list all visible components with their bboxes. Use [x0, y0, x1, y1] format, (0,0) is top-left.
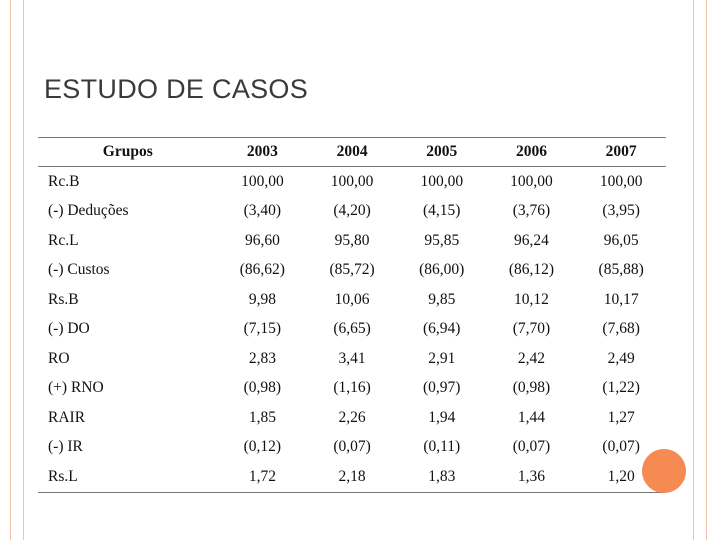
slide-title: ESTUDO DE CASOS [44, 74, 309, 104]
table-cell: 9,98 [248, 290, 276, 308]
table-cell: 100,00 [510, 172, 553, 190]
row-label: RO [48, 349, 70, 367]
right-frame-decoration [693, 0, 707, 540]
row-label: (+) RNO [48, 379, 104, 397]
table-cell: 1,83 [397, 462, 487, 492]
table-cell: 95,85 [424, 231, 460, 249]
table-cell: 1,85 [248, 408, 276, 426]
table-cell: (4,15) [423, 202, 461, 220]
table-cell: 10,12 [514, 290, 549, 308]
table-cell: 1,44 [517, 408, 545, 426]
header-groups: Grupos [38, 138, 218, 167]
table-row [38, 403, 666, 433]
table-cell: 10,06 [334, 290, 370, 308]
table-row [38, 433, 666, 463]
table-cell: (85,72) [329, 261, 375, 279]
table-cell: (0,07) [512, 438, 551, 456]
table-cell: 100,00 [330, 172, 374, 190]
table-cell: (7,15) [243, 320, 282, 338]
table-cell: (0,98) [243, 379, 282, 397]
table-cell: (1,16) [333, 379, 371, 397]
table-cell: 2,18 [307, 462, 397, 492]
table-cell: (0,11) [423, 438, 461, 456]
table-row [38, 167, 666, 197]
table-cell: (7,68) [602, 320, 640, 338]
row-label: Rs.B [48, 290, 79, 308]
orange-circle-decoration [642, 449, 686, 493]
row-label: (-) DO [48, 320, 90, 338]
table-cell: (4,20) [333, 202, 371, 220]
row-label: (-) Custos [48, 261, 110, 279]
table-cell: (86,00) [419, 261, 465, 279]
row-label: Rc.B [48, 172, 80, 190]
table-cell: (3,76) [512, 202, 551, 220]
table-cell: 96,05 [603, 231, 639, 249]
header-2004: 2004 [307, 138, 397, 167]
left-frame-decoration [10, 0, 24, 540]
table-cell: (0,98) [512, 379, 551, 397]
table-cell: 2,42 [517, 349, 545, 367]
table-row [38, 226, 666, 256]
table-cell: 100,00 [420, 172, 464, 190]
table-cell: (1,22) [602, 379, 640, 397]
table-row [38, 462, 666, 492]
table-cell: (86,62) [239, 261, 285, 279]
row-label: (-) Deduções [48, 202, 129, 220]
table-cell: 100,00 [241, 172, 284, 190]
row-label: RAIR [48, 408, 86, 426]
table-cell: (86,12) [508, 261, 555, 279]
table-cell: 1,20 [576, 462, 666, 492]
table-cell: 1,94 [428, 408, 456, 426]
header-2003: 2003 [218, 138, 308, 167]
row-label: Rs.L [38, 462, 218, 492]
table-cell: (3,40) [243, 202, 282, 220]
header-2007: 2007 [576, 138, 666, 167]
table-cell: 9,85 [428, 290, 456, 308]
table-cell: 96,60 [244, 231, 280, 249]
table-cell: (0,12) [243, 438, 282, 456]
table-cell: (0,07) [602, 438, 640, 456]
row-label: (-) IR [48, 438, 83, 456]
table-cell: (7,70) [512, 320, 551, 338]
table-cell: 2,49 [607, 349, 635, 367]
table-row [38, 285, 666, 315]
table-cell: 1,27 [607, 408, 635, 426]
header-2005: 2005 [397, 138, 487, 167]
table-row [38, 315, 666, 345]
table-row [38, 344, 666, 374]
table-cell: 1,36 [487, 462, 577, 492]
table-cell: 95,80 [334, 231, 370, 249]
table-cell: 96,24 [514, 231, 549, 249]
table-row [38, 374, 666, 404]
table-row [38, 256, 666, 286]
table-cell: 100,00 [599, 172, 643, 190]
table-row [38, 197, 666, 227]
header-2006: 2006 [487, 138, 577, 167]
table-cell: 2,26 [338, 408, 366, 426]
table-cell: 2,83 [248, 349, 276, 367]
table-cell: (0,07) [333, 438, 371, 456]
table-cell: (85,88) [598, 261, 644, 279]
financial-table [38, 137, 666, 493]
table-cell: (3,95) [602, 202, 640, 220]
table-cell: (6,94) [423, 320, 461, 338]
table-cell: 1,72 [218, 462, 308, 492]
table-cell: 3,41 [338, 349, 366, 367]
table-cell: 2,91 [428, 349, 456, 367]
table-cell: 10,17 [603, 290, 639, 308]
row-label: Rc.L [48, 231, 79, 249]
table-header-row [38, 138, 666, 167]
table-cell: (0,97) [423, 379, 461, 397]
table-cell: (6,65) [333, 320, 371, 338]
